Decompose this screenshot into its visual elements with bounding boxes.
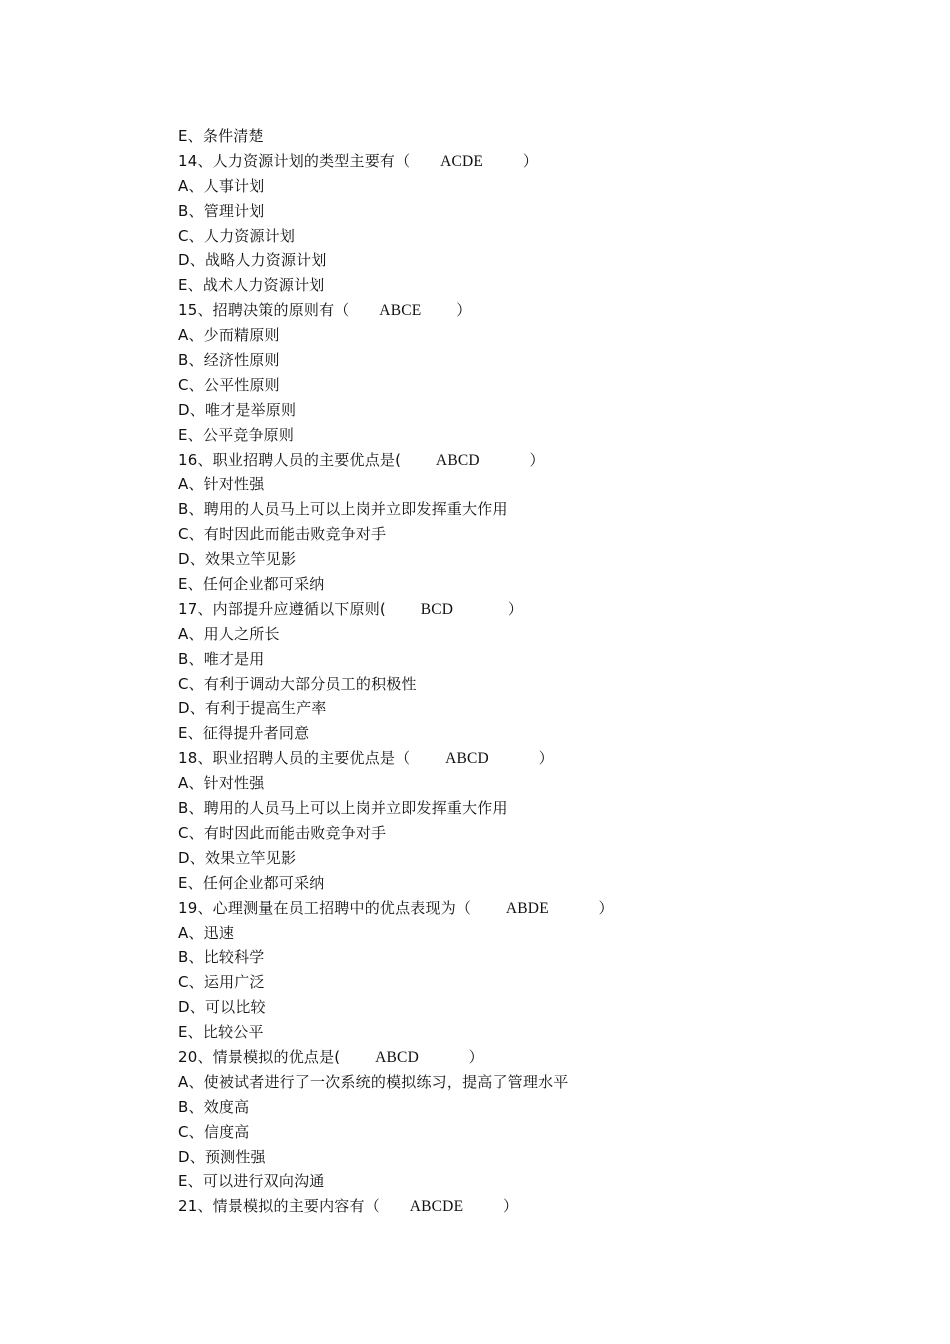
option-line: D、有利于提高生产率 xyxy=(178,699,327,718)
option-line: D、可以比较 xyxy=(178,998,266,1017)
option-line: E、比较公平 xyxy=(178,1023,264,1042)
answer-key: ABCD xyxy=(375,1048,419,1066)
option-line: A、用人之所长 xyxy=(178,624,280,643)
option-line: D、预测性强 xyxy=(178,1147,266,1166)
answer-key: ABCDE xyxy=(409,1198,464,1216)
answer-key: BCD xyxy=(420,600,454,618)
closing-paren: ） xyxy=(488,749,554,768)
option-line: E、任何企业都可采纳 xyxy=(178,575,325,594)
option-line: B、聘用的人员马上可以上岗并立即发挥重大作用 xyxy=(178,500,508,519)
question-line xyxy=(178,298,798,323)
option-line: C、有时因此而能击败竞争对手 xyxy=(178,525,387,544)
answer-key: ACDE xyxy=(440,152,484,170)
answer-key: ABCE xyxy=(379,302,422,320)
question-list xyxy=(178,124,798,1219)
answer-key: ABDE xyxy=(505,899,549,917)
option-line: B、比较科学 xyxy=(178,948,265,967)
question-line xyxy=(178,1045,798,1070)
closing-paren: ） xyxy=(453,599,524,618)
option-line: B、管理计划 xyxy=(178,201,265,220)
option-line: A、人事计划 xyxy=(178,176,265,195)
question-text: 17、内部提升应遵循以下原则( xyxy=(178,599,421,618)
option-line: E、条件清楚 xyxy=(178,127,264,145)
option-line: C、有时因此而能击败竞争对手 xyxy=(178,823,387,842)
question-text: 14、人力资源计划的类型主要有（ xyxy=(178,151,441,170)
closing-paren: ） xyxy=(421,301,472,320)
option-line: B、效度高 xyxy=(178,1097,250,1116)
question-text: 18、职业招聘人员的主要优点是（ xyxy=(178,749,446,768)
option-line: E、任何企业都可采纳 xyxy=(178,873,325,892)
question-text: 19、心理测量在员工招聘中的优点表现为（ xyxy=(178,898,506,917)
closing-paren: ） xyxy=(479,450,545,469)
closing-paren: ） xyxy=(463,1197,519,1216)
option-line: D、唯才是举原则 xyxy=(178,400,297,419)
option-line: A、少而精原则 xyxy=(178,326,280,345)
option-line: C、公平性原则 xyxy=(178,375,280,394)
answer-key: ABCD xyxy=(435,451,480,469)
option-line: D、效果立竿见影 xyxy=(178,848,297,867)
question-line xyxy=(178,149,798,174)
option-line: D、战略人力资源计划 xyxy=(178,251,327,270)
question-text: 15、招聘决策的原则有（ xyxy=(178,301,380,320)
question-text: 21、情景模拟的主要内容有（ xyxy=(178,1197,410,1216)
option-line: C、信度高 xyxy=(178,1122,250,1141)
question-line xyxy=(178,746,798,771)
question-line xyxy=(178,896,798,921)
option-line: C、有利于调动大部分员工的积极性 xyxy=(178,674,417,693)
option-line: A、针对性强 xyxy=(178,475,265,494)
question-text: 16、职业招聘人员的主要优点是( xyxy=(178,450,436,469)
option-line: C、运用广泛 xyxy=(178,973,265,992)
option-line: E、征得提升者同意 xyxy=(178,724,310,743)
question-line xyxy=(178,1194,798,1219)
closing-paren: ） xyxy=(483,151,539,170)
option-line: E、可以进行双向沟通 xyxy=(178,1172,325,1191)
option-line: B、唯才是用 xyxy=(178,649,265,668)
option-line: D、效果立竿见影 xyxy=(178,550,297,569)
option-line: A、针对性强 xyxy=(178,774,265,793)
closing-paren: ） xyxy=(548,898,614,917)
question-line xyxy=(178,597,798,622)
option-line: A、使被试者进行了一次系统的模拟练习，提高了管理水平 xyxy=(178,1072,569,1091)
option-line: A、迅速 xyxy=(178,923,235,942)
option-line: B、经济性原则 xyxy=(178,351,280,370)
question-text: 20、情景模拟的优点是( xyxy=(178,1047,376,1066)
option-line: E、战术人力资源计划 xyxy=(178,276,325,295)
question-line xyxy=(178,448,798,473)
option-line: E、公平竞争原则 xyxy=(178,425,295,444)
option-line: C、人力资源计划 xyxy=(178,226,296,245)
answer-key: ABCD xyxy=(445,750,489,768)
option-line: B、聘用的人员马上可以上岗并立即发挥重大作用 xyxy=(178,799,508,818)
closing-paren: ） xyxy=(419,1047,484,1066)
